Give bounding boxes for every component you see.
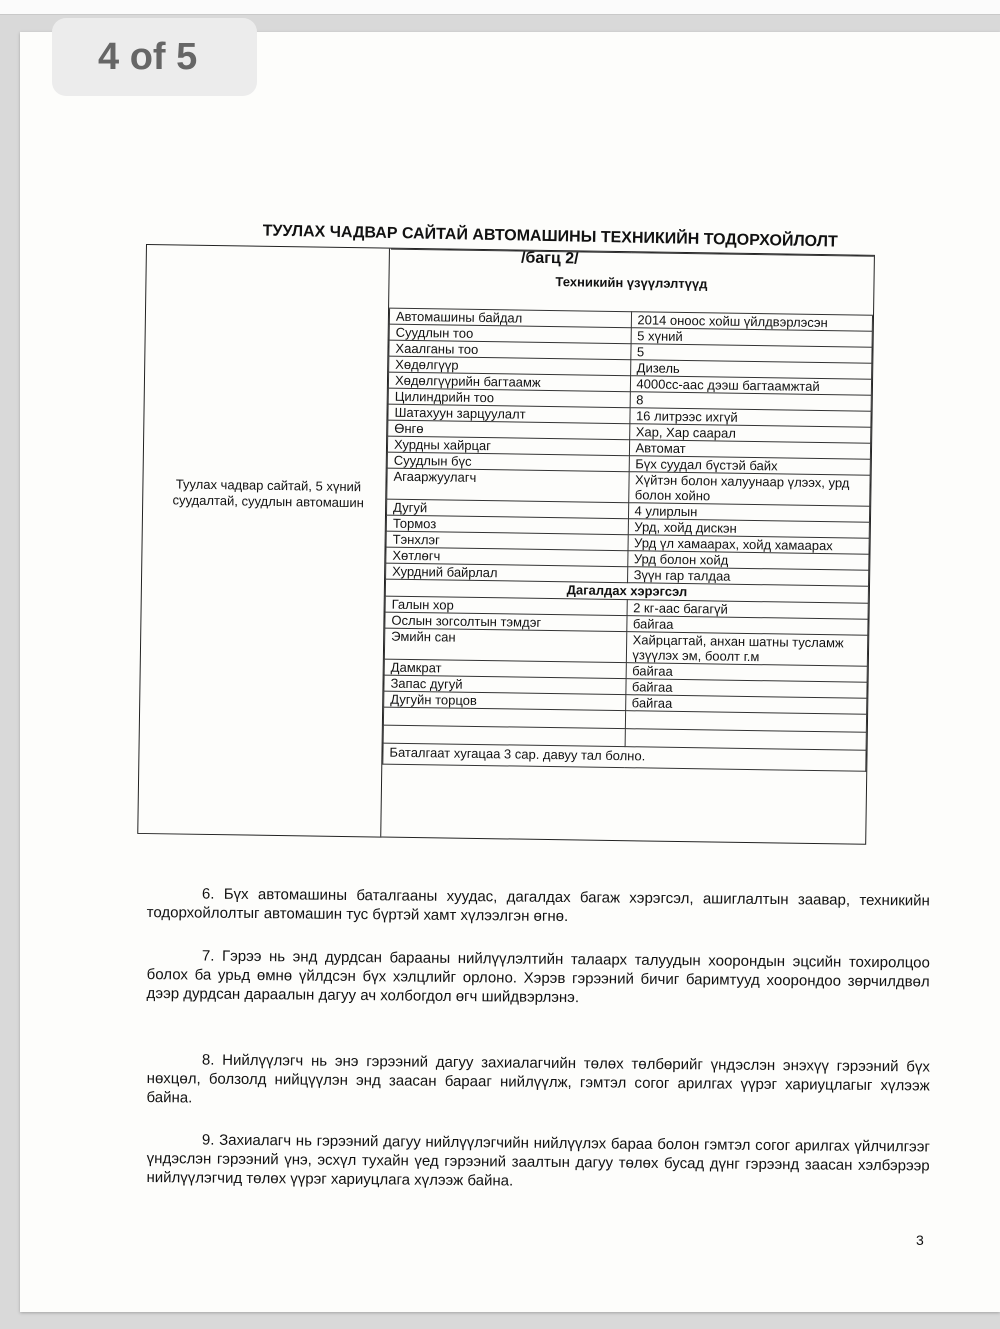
paragraph-8 xyxy=(146,1050,930,1115)
title-line-1: ТУУЛАХ ЧАДВАР САЙТАЙ АВТОМАШИНЫ ТЕХНИКИЙН ТОДОРХОЙЛОЛТ xyxy=(262,222,838,251)
item-name-cell xyxy=(138,245,390,837)
accessory-name: Запас дугуй xyxy=(384,675,626,695)
accessory-value: байгаа xyxy=(626,663,868,683)
spec-name: Суудлын тоо xyxy=(389,324,631,344)
paragraph-text: 8. Нийлүүлэгч нь энэ гэрээний дагуу захиалагчийн төлөх төлбөрийг үндэслэн энэхүү гэрээний бүх нөхцөл, болзолд нийцүүлэн энд заасан барааг нийлүүлж, гэмтэл согог арилгах үүрэг хариуцлагыг хүлээж байна. xyxy=(146,1051,930,1107)
accessory-value: байгаа xyxy=(626,616,868,636)
spec-value: 5 xyxy=(630,344,872,364)
accessories-header: Дагалдах хэрэгсэл xyxy=(385,579,868,603)
spec-name: Хурдны хайрцаг xyxy=(387,436,629,456)
accessory-value: 2 кг-аас багагүй xyxy=(627,600,869,620)
accessory-name: Ослын зогсолтын тэмдэг xyxy=(385,612,627,632)
paragraph-9 xyxy=(146,1130,930,1195)
accessory-value: байгаа xyxy=(625,695,867,715)
spec-header-row xyxy=(390,249,874,315)
paragraph-text: 9. Захиалагч нь гэрээний дагуу нийлүүлэгчийн нийлүүлэх бараа болон гэмтэл согог арилгах үйлчилгээг үндэслэн гэрээний үнэ, эсхүл тухайн үед гэрээний заалтын дагуу төлөх бусад дүнг гэрээнд заасан хэлбэрээр нийлүүлэгчид төлөх үүрэг хариуцлага хүлээж байна. xyxy=(146,1131,930,1190)
page-counter-badge: 4 of 5 xyxy=(52,18,257,96)
paragraph-text: 6. Бүх автомашины баталгааны хуудас, дагалдах багаж хэрэгсэл, ашиглалтын заавар, техникийн тодорхойлолтыг автомашин тус бүртэй хамт хүлээлгэн өгнө. xyxy=(146,885,930,926)
spec-value: Урд үл хамаарах, хойд хамаарах xyxy=(628,535,870,555)
spec-name: Агааржуулагч xyxy=(387,468,629,503)
spec-table xyxy=(382,249,874,772)
accessory-name: Дамкрат xyxy=(384,659,626,679)
spec-name: Автомашины байдал xyxy=(389,308,631,328)
accessory-name: Эмийн сан xyxy=(384,628,626,663)
spec-name: Хөдөлгүүр xyxy=(389,356,631,376)
paragraph-7 xyxy=(146,946,930,1011)
spec-value: Автомат xyxy=(629,440,871,460)
spec-name: Хаалганы тоо xyxy=(389,340,631,360)
page-number: 3 xyxy=(916,1232,924,1248)
spec-value: Зүүн гар талдаа xyxy=(627,567,869,587)
spec-name: Тэнхлэг xyxy=(386,531,628,551)
title-line-2: /багц 2/ xyxy=(520,249,579,268)
spec-name: Хөтлөгч xyxy=(386,547,628,567)
paragraph-text: 7. Гэрээ нь энд дурдсан барааны нийлүүлэлтийн талаарх талуудын хоорондын эцсийн тохиролцоо болох ба урьд өмнө үйлдсэн бүх хэлцлийг орлоно. Хэрэв гэрээний бичиг баримтууд хоорондоо зөрчилдвөл дээр дурдсан дараалын дагуу ач холбогдол өгч шийдвэрлэнэ. xyxy=(146,947,930,1007)
spec-value: 2014 оноос хойш үйлдвэрлэсэн xyxy=(631,312,873,332)
spec-header: Техникийн үзүүлэлтүүд xyxy=(390,249,874,315)
spec-name: Хөдөлгүүрийн багтаамж xyxy=(388,372,630,392)
spec-value: Хүйтэн болон халуунаар үлээх, урд болон хойно xyxy=(628,472,870,507)
spec-name: Хурдний байрлал xyxy=(386,563,628,583)
warranty-note: Баталгаат хугацаа 3 сар. давуу тал болно. xyxy=(383,743,866,771)
spec-value: Урд, хойд дискэн xyxy=(628,519,870,539)
spec-value: 4000сс-аас дээш багтаамжтай xyxy=(630,376,872,396)
spec-name: Шатахуун зарцуулалт xyxy=(388,404,630,424)
spec-value: 16 литрээс ихгүй xyxy=(629,408,871,428)
spec-value: Хар, Хар саарал xyxy=(629,424,871,444)
spec-value: 8 xyxy=(630,392,872,412)
spec-name: Өнгө xyxy=(388,420,630,440)
spec-value: 4 улирлын xyxy=(628,503,870,523)
item-name: Туулах чадвар сайтай, 5 хүний суудалтай, суудлын автомашин xyxy=(172,476,364,511)
spec-value: Урд болон хойд xyxy=(627,551,869,571)
spec-name: Цилиндрийн тоо xyxy=(388,388,630,408)
spec-name: Суудлын бүс xyxy=(387,452,629,472)
accessory-value: Хайрцагтай, анхан шатны тусламж үзүүлэх эм, боолт г.м xyxy=(626,632,868,667)
spec-value: Бүх суудал бүстэй байх xyxy=(629,456,871,476)
spec-value: 5 хүний xyxy=(631,328,873,348)
spec-name: Тормоз xyxy=(386,515,628,535)
accessory-name: Галын хор xyxy=(385,596,627,616)
accessory-name: Дугуйн торцов xyxy=(384,691,626,711)
spec-table-frame xyxy=(137,244,875,845)
previous-page-edge xyxy=(0,0,1000,15)
spec-value: Дизель xyxy=(630,360,872,380)
accessory-value: байгаа xyxy=(625,679,867,699)
spec-name: Дугуй xyxy=(387,499,629,519)
paragraph-6 xyxy=(147,884,930,930)
